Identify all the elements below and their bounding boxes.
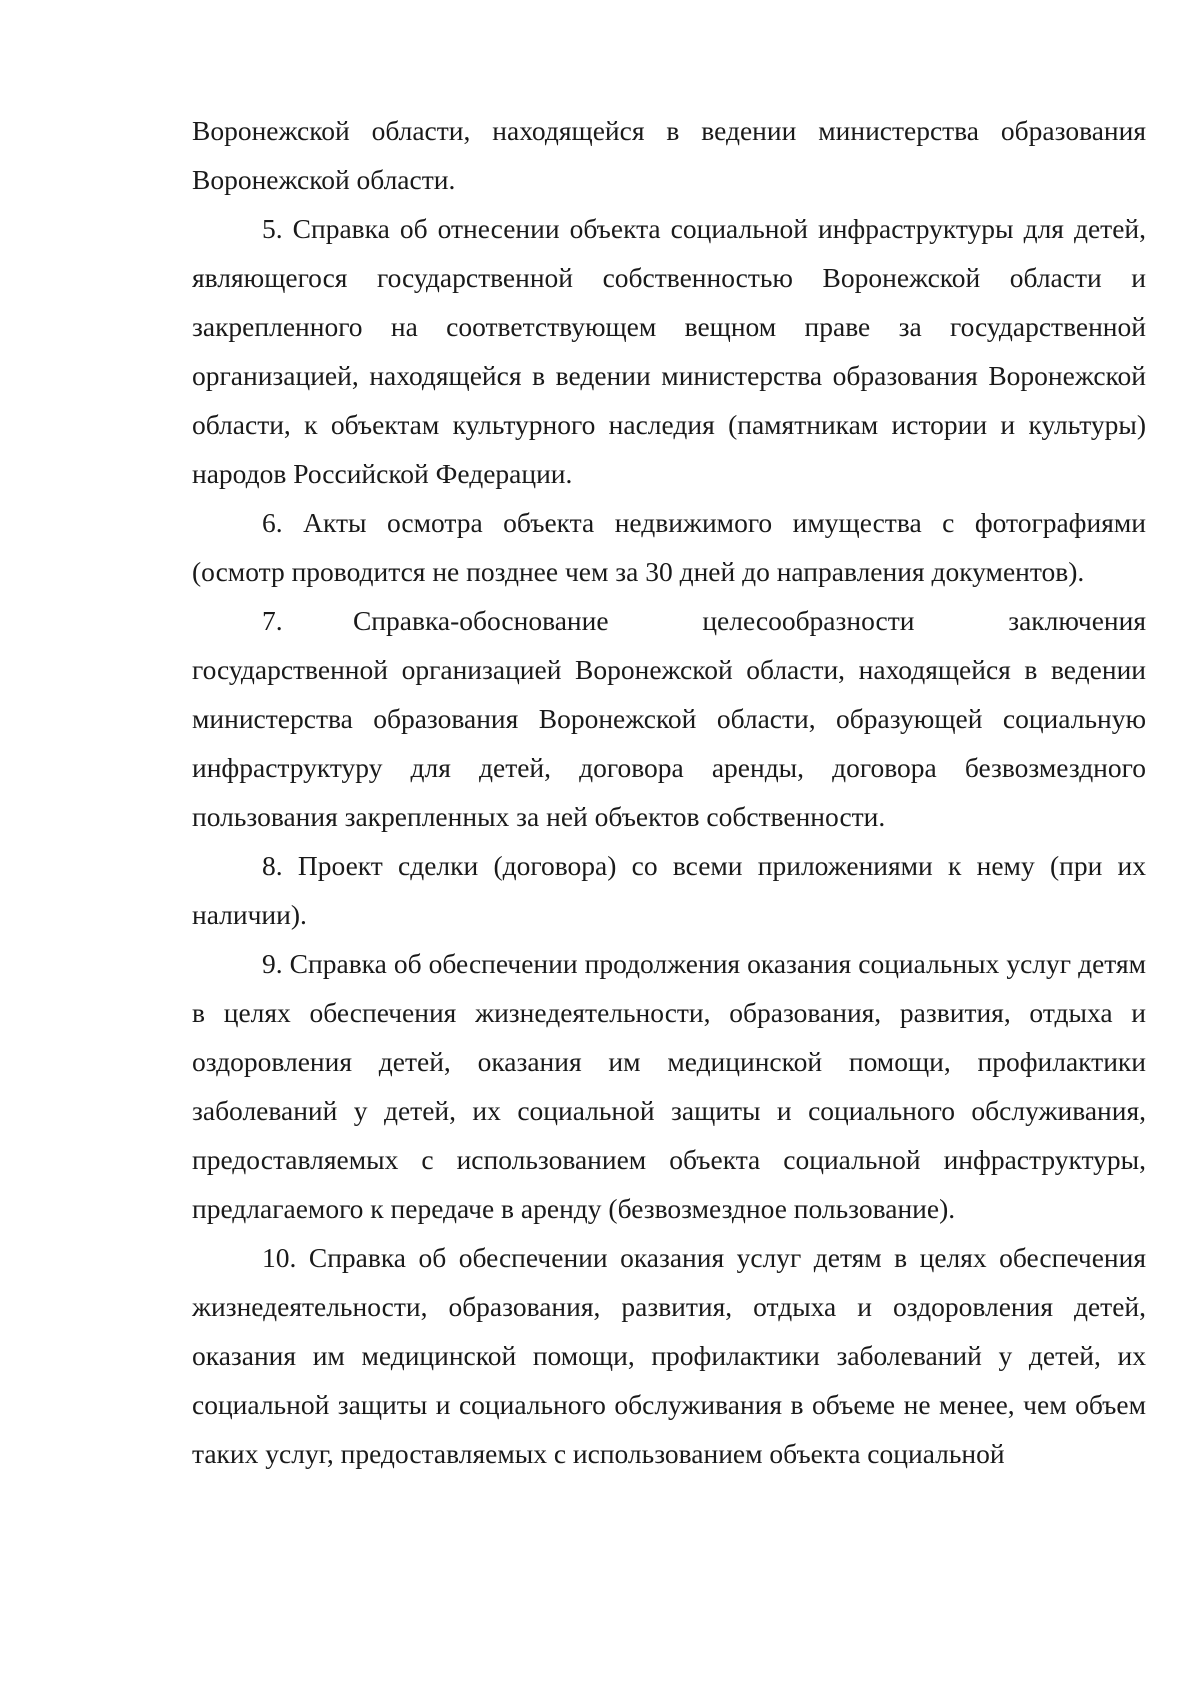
paragraph-item-9: 9. Справка об обеспечении продолжения оказания социальных услуг детям в целях обеспечения жизнедеятельности, образования, развития, отдыха и оздоровления детей, оказания им медицинской помощи, профилактики заболеваний у детей, их социальной защиты и социального обслуживания, предоставляемых с использованием объекта социальной инфраструктуры, предлагаемого к передаче в аренду (безвозмездное пользование). <box>192 948 1146 1224</box>
paragraph-item-8: 8. Проект сделки (договора) со всеми приложениями к нему (при их наличии). <box>192 850 1146 930</box>
paragraph-item-10: 10. Справка об обеспечении оказания услуг детям в целях обеспечения жизнедеятельности, образования, развития, отдыха и оздоровления детей, оказания им медицинской помощи, профилактики заболеваний у детей, их социальной защиты и социального обслуживания в объеме не менее, чем объем таких услуг, предоставляемых с использованием объекта социальной <box>192 1242 1146 1469</box>
paragraph-item-6: 6. Акты осмотра объекта недвижимого имущества с фотографиями (осмотр проводится не позднее чем за 30 дней до направления документов). <box>192 507 1146 587</box>
paragraph-item-7: 7. Справка-обоснование целесообразности заключения государственной организацией Воронежской области, находящейся в ведении министерства образования Воронежской области, образующей социальную инфраструктуру для детей, договора аренды, договора безвозмездного пользования закрепленных за ней объектов собственности. <box>192 605 1146 832</box>
paragraph-item-5: 5. Справка об отнесении объекта социальной инфраструктуры для детей, являющегося государственной собственностью Воронежской области и закрепленного на соответствующем вещном праве за государственной организацией, находящейся в ведении министерства образования Воронежской области, к объектам культурного наследия (памятникам истории и культуры) народов Российской Федерации. <box>192 213 1146 489</box>
document-body <box>192 106 1146 1478</box>
paragraph-continuation: Воронежской области, находящейся в ведении министерства образования Воронежской области. <box>192 115 1146 195</box>
